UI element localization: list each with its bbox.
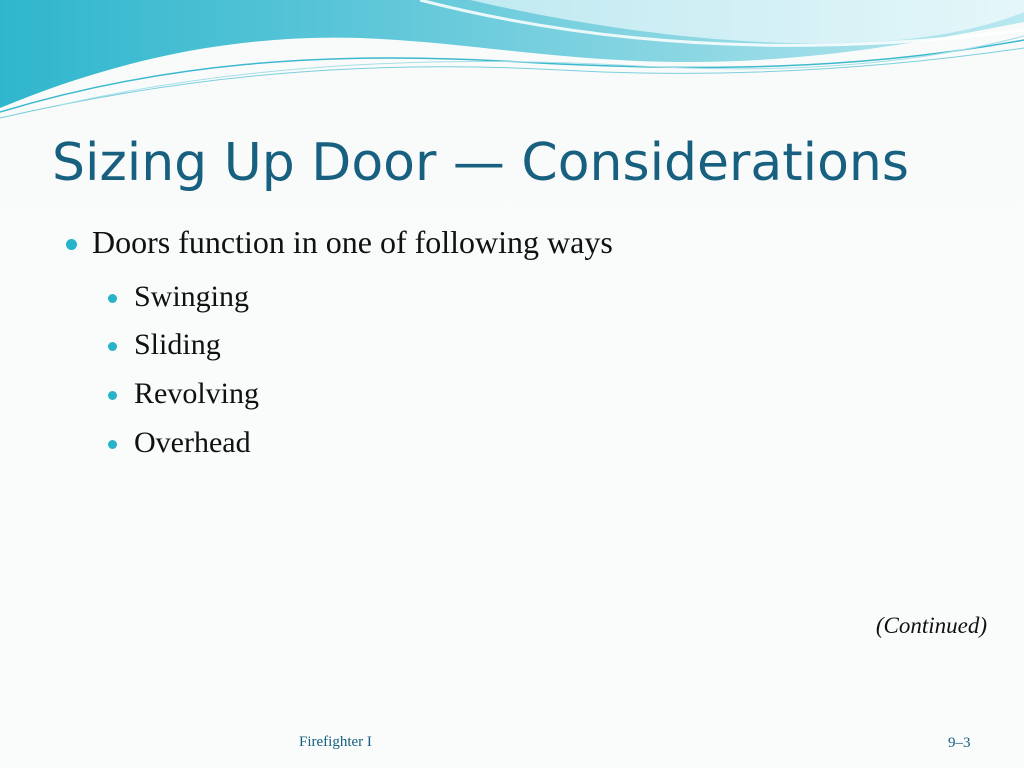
sub-bullet-item (134, 377, 259, 411)
sub-bullet-text: Swinging (134, 280, 250, 313)
sub-bullet-text: Revolving (134, 377, 259, 410)
header-wave-decoration (0, 0, 1024, 130)
footer-course-name: Firefighter I (299, 734, 372, 750)
continued-label: (Continued) (875, 613, 987, 638)
bullet-text: Doors function in one of following ways (92, 224, 613, 260)
sub-bullet-item (134, 328, 221, 362)
bullet-dot-icon (108, 391, 117, 400)
sub-bullet-item (134, 280, 249, 314)
bullet-dot-icon (108, 440, 117, 449)
slide-title: Sizing Up Door — Considerations (52, 133, 909, 193)
page-number: 9–3 (948, 735, 971, 751)
sub-bullet-text: Overhead (134, 426, 251, 459)
bullet-dot-icon (108, 294, 117, 303)
sub-bullet-item (134, 426, 251, 460)
bullet-item (92, 224, 613, 261)
bullet-dot-icon (108, 342, 117, 351)
bullet-dot-icon (66, 239, 77, 250)
sub-bullet-text: Sliding (134, 328, 221, 361)
